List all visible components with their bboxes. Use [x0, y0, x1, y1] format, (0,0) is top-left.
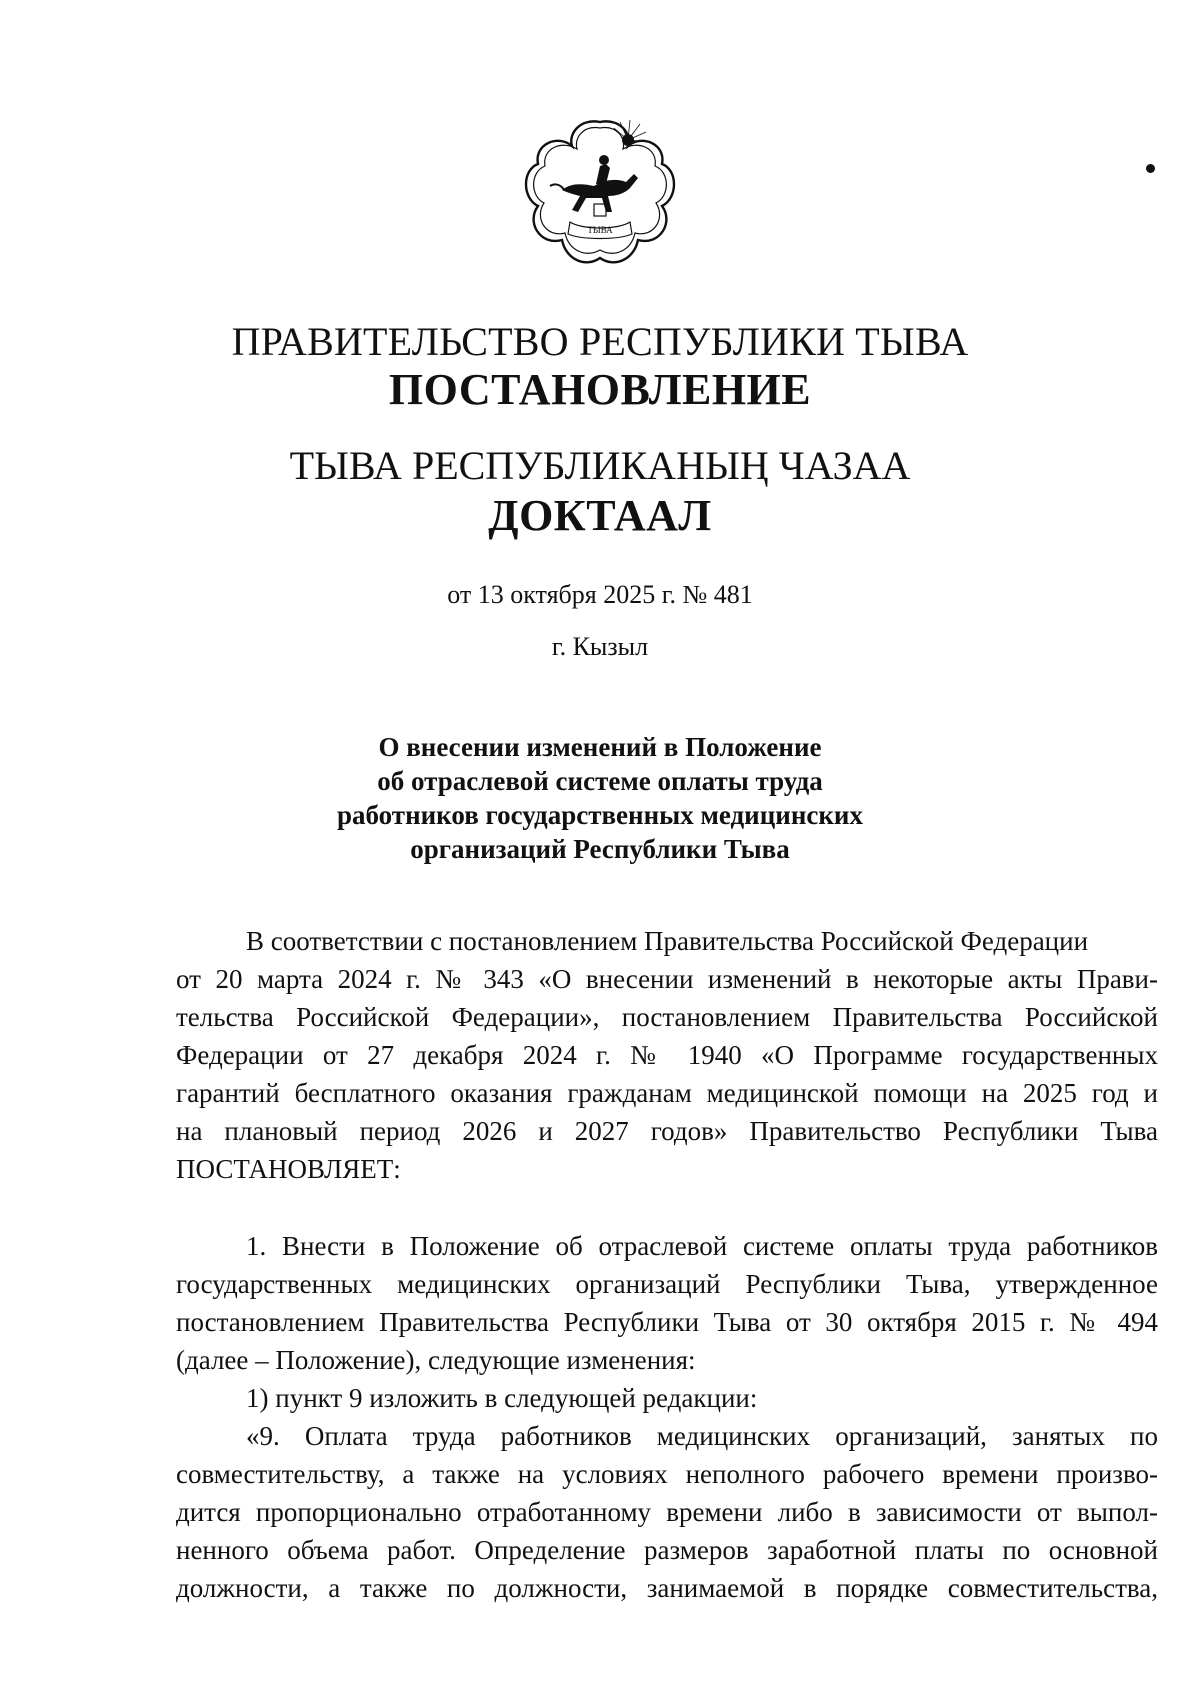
- text-line: на плановый период 2026 и 2027 годов» Правительство Республики Тыва: [176, 1116, 1158, 1146]
- text-line: должности, а также по должности, занимаемой в порядке совместительства,: [176, 1573, 1158, 1603]
- text-line: В соответствии с постановлением Правительства Российской Федерации: [246, 926, 1089, 956]
- tyva-emblem-icon: [520, 112, 680, 272]
- government-name-ru: ПРАВИТЕЛЬСТВО РЕСПУБЛИКИ ТЫВА: [231, 319, 969, 364]
- document-type-ru: ПОСТАНОВЛЕНИЕ: [388, 365, 812, 414]
- text-line: 1. Внести в Положение об отраслевой системе оплаты труда работников: [246, 1231, 1158, 1261]
- document-type-tyv: ДОКТААЛ: [488, 491, 712, 540]
- text-line: Федерации от 27 декабря 2024 г. № 1940 «О Программе государственных: [176, 1040, 1158, 1070]
- title-line: об отраслевой системе оплаты труда: [377, 766, 823, 796]
- text-line: (далее – Положение), следующие изменения:: [176, 1345, 696, 1375]
- document-title: [300, 730, 900, 866]
- text-line: ПОСТАНОВЛЯЕТ:: [176, 1154, 401, 1184]
- text-line: государственных медицинских организаций Республики Тыва, утвержденное: [176, 1269, 1158, 1299]
- text-line: совместительству, а также на условиях неполного рабочего времени произво-: [176, 1459, 1158, 1489]
- text-line: 1) пункт 9 изложить в следующей редакции:: [246, 1383, 758, 1413]
- text-line: тельства Российской Федерации», постановлением Правительства Российской: [176, 1002, 1158, 1032]
- margin-dot: [1146, 164, 1155, 173]
- text-line: постановлением Правительства Республики Тыва от 30 октября 2015 г. № 494: [176, 1307, 1158, 1337]
- document-city: г. Кызыл: [551, 632, 649, 661]
- svg-text:ТЫВА: ТЫВА: [587, 225, 613, 235]
- title-line: О внесении изменений в Положение: [378, 732, 822, 762]
- title-line: организаций Республики Тыва: [410, 834, 790, 864]
- text-line: «9. Оплата труда работников медицинских организаций, занятых по: [246, 1421, 1158, 1451]
- text-line: гарантий бесплатного оказания гражданам медицинской помощи на 2025 год и: [176, 1078, 1158, 1108]
- subclause-1-paragraph: [176, 1379, 1158, 1417]
- text-line: ненного объема работ. Определение размеров заработной платы по основной: [176, 1535, 1158, 1565]
- government-name-tyv: ТЫВА РЕСПУБЛИКАНЫҢ ЧАЗАА: [289, 443, 911, 488]
- title-line: работников государственных медицинских: [337, 800, 863, 830]
- clause-1-paragraph: [176, 1227, 1158, 1379]
- text-line: дится пропорционально отработанному времени либо в зависимости от выпол-: [176, 1497, 1158, 1527]
- document-date-number: от 13 октября 2025 г. № 481: [447, 580, 753, 609]
- preamble-paragraph: [176, 922, 1158, 1188]
- point-9-paragraph: [176, 1417, 1158, 1607]
- text-line: от 20 марта 2024 г. № 343 «О внесении изменений в некоторые акты Прави-: [176, 964, 1158, 994]
